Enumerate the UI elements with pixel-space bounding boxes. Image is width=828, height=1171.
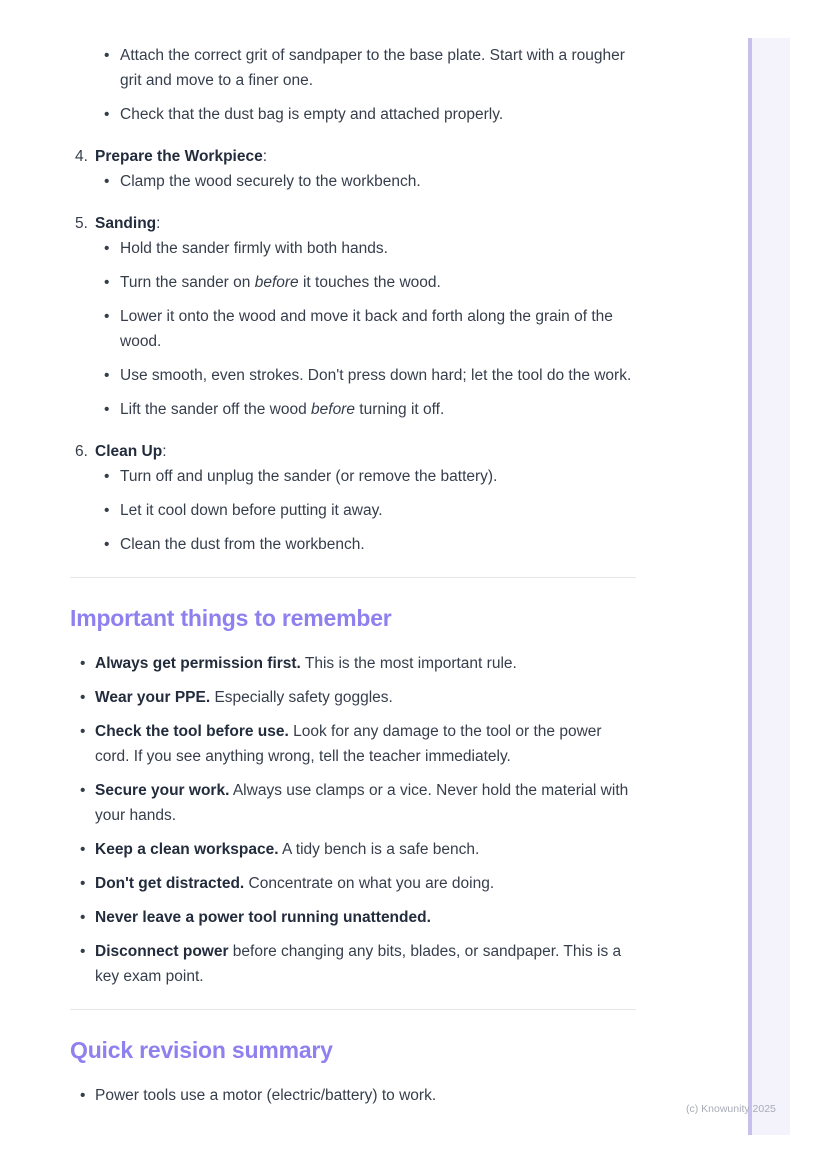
list-item (104, 363, 636, 388)
bullet-icon: • (104, 502, 110, 519)
list-item-text (120, 169, 636, 194)
page-edge-line (748, 38, 752, 1135)
step-title-line (70, 439, 636, 464)
bullet-icon: • (104, 536, 110, 553)
text-run: before (254, 274, 299, 291)
text-run: Turn off and unplug the sander (or remove the battery). (120, 468, 498, 485)
section-heading: Quick revision summary (70, 1037, 333, 1063)
text-run: This is the most important rule. (300, 655, 517, 672)
step-title: Clean Up (95, 443, 163, 460)
list-item (80, 685, 636, 710)
bullet-icon: • (104, 106, 110, 123)
list-item-text (120, 270, 636, 295)
list-item (80, 651, 636, 676)
list-item-text (120, 532, 636, 557)
divider (70, 577, 636, 578)
list-item (104, 397, 636, 422)
list-item-text (95, 685, 636, 710)
list-item (80, 871, 636, 896)
bullet-icon: • (80, 723, 86, 740)
list-item (104, 169, 636, 194)
list-item (80, 939, 636, 989)
text-run: Never leave a power tool running unattended. (95, 909, 431, 926)
list-item (104, 43, 636, 93)
text-run: Disconnect power (95, 943, 229, 960)
step-title-suffix: : (156, 215, 161, 232)
step-title: Prepare the Workpiece (95, 148, 263, 165)
list-item (80, 719, 636, 769)
bullet-list (70, 236, 636, 422)
bullet-icon: • (104, 274, 110, 291)
text-run: Lift the sander off the wood (120, 401, 312, 418)
list-item-text (120, 363, 636, 388)
list-item-text (95, 778, 636, 828)
text-run: Let it cool down before putting it away. (120, 502, 383, 519)
step-title: Sanding (95, 215, 157, 232)
list-item (80, 1083, 636, 1108)
step-title-line (70, 211, 636, 236)
list-item (80, 837, 636, 862)
text-run: it touches the wood. (298, 274, 441, 291)
text-run: before changing any bits, blades, or sandpaper. This is a key exam point. (95, 943, 622, 985)
bullet-icon: • (104, 47, 110, 64)
text-run: Concentrate on what you are doing. (244, 875, 495, 892)
text-run: turning it off. (354, 401, 445, 418)
numbered-step (70, 144, 636, 194)
text-run: before (311, 401, 355, 418)
bullet-icon: • (80, 782, 86, 799)
list-item-text (95, 905, 636, 930)
step-title-suffix: : (162, 443, 167, 460)
text-run: Secure your work. (95, 782, 230, 799)
text-run: A tidy bench is a safe bench. (278, 841, 480, 858)
bullet-list (70, 651, 636, 989)
text-run: Don't get distracted. (95, 875, 245, 892)
bullet-icon: • (104, 173, 110, 190)
list-item-text (95, 939, 636, 989)
text-run: Keep a clean workspace. (95, 841, 279, 858)
bullet-icon: • (80, 909, 86, 926)
step-number: 4. (75, 148, 88, 165)
list-item-text (120, 102, 636, 127)
text-run: Especially safety goggles. (210, 689, 393, 706)
list-item (80, 905, 636, 930)
text-run: Wear your PPE. (95, 689, 211, 706)
bullet-icon: • (80, 875, 86, 892)
bullet-icon: • (104, 308, 110, 325)
list-item-text (120, 43, 636, 93)
section-heading: Important things to remember (70, 605, 392, 631)
list-item-text (120, 304, 636, 354)
step-number: 6. (75, 443, 88, 460)
text-run: Power tools use a motor (electric/battery) to work. (95, 1087, 437, 1104)
bullet-icon: • (80, 655, 86, 672)
list-item-text (95, 651, 636, 676)
divider (70, 1009, 636, 1010)
list-item (104, 304, 636, 354)
step-title-line (70, 144, 636, 169)
numbered-step (70, 439, 636, 557)
list-item-text (95, 871, 636, 896)
list-item (104, 270, 636, 295)
text-run: Check that the dust bag is empty and attached properly. (120, 106, 504, 123)
text-run: Hold the sander firmly with both hands. (120, 240, 388, 257)
list-item-text (95, 719, 636, 769)
list-item (104, 498, 636, 523)
bullet-icon: • (104, 468, 110, 485)
bullet-icon: • (80, 943, 86, 960)
bullet-icon: • (104, 401, 110, 418)
bullet-icon: • (80, 1087, 86, 1104)
numbered-step (70, 211, 636, 422)
bullet-icon: • (104, 240, 110, 257)
text-run: Turn the sander on (120, 274, 255, 291)
text-run: Lower it onto the wood and move it back and forth along the grain of the wood. (120, 308, 613, 350)
list-item (80, 778, 636, 828)
bullet-icon: • (104, 367, 110, 384)
list-item-text (120, 397, 636, 422)
document-body (70, 43, 636, 1108)
text-run: Attach the correct grit of sandpaper to the base plate. Start with a rougher grit and move to a finer one. (120, 47, 625, 89)
bullet-icon: • (80, 689, 86, 706)
step-title-suffix: : (262, 148, 268, 165)
text-run: Always get permission first. (95, 655, 301, 672)
bullet-list (70, 169, 636, 194)
text-run: Check the tool before use. (95, 723, 289, 740)
list-item-text (120, 236, 636, 261)
text-run: Look for any damage to the tool or the power cord. If you see anything wrong, tell the teacher immediately. (95, 723, 602, 765)
page-edge-panel (752, 38, 790, 1135)
list-item-text (95, 1083, 636, 1108)
text-run: Use smooth, even strokes. Don't press down hard; let the tool do the work. (120, 367, 632, 384)
bullet-icon: • (80, 841, 86, 858)
bullet-list (70, 464, 636, 557)
text-run: Clamp the wood securely to the workbench. (120, 173, 421, 190)
list-item-text (95, 837, 636, 862)
bullet-list (70, 1083, 636, 1108)
list-item (104, 464, 636, 489)
text-run: Clean the dust from the workbench. (120, 536, 365, 553)
list-item (104, 532, 636, 557)
step-number: 5. (75, 215, 88, 232)
list-item-text (120, 464, 636, 489)
text-run: Always use clamps or a vice. Never hold the material with your hands. (95, 782, 629, 824)
watermark: (c) Knowunity 2025 (686, 1103, 776, 1115)
list-item-text (120, 498, 636, 523)
list-item (104, 102, 636, 127)
bullet-list (70, 43, 636, 127)
list-item (104, 236, 636, 261)
